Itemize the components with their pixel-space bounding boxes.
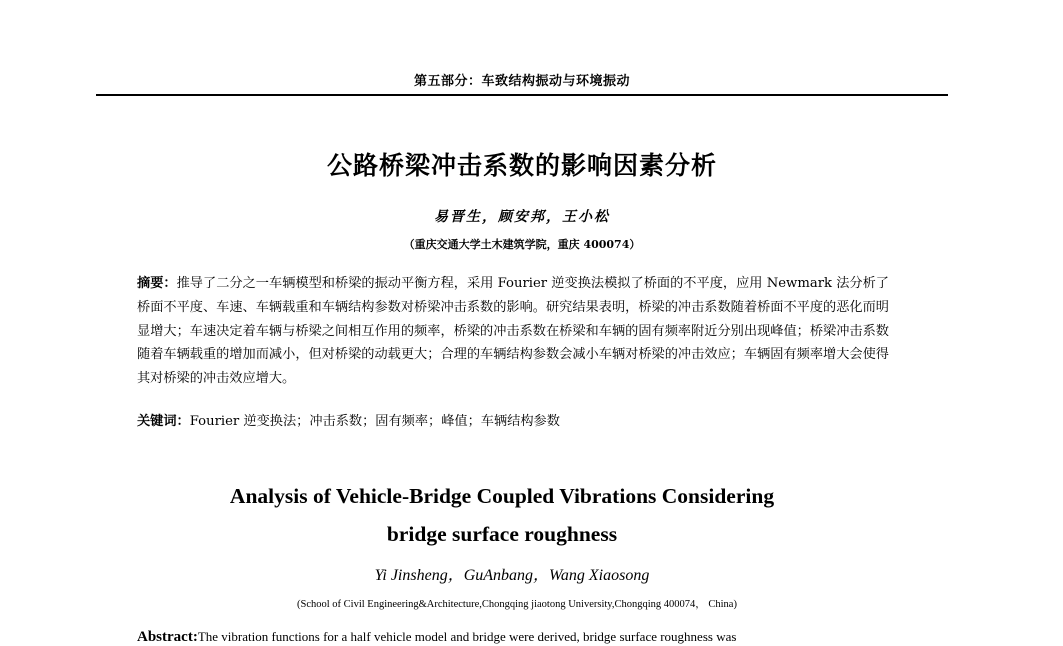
english-affiliation: (School of Civil Engineering&Architecture,Chongqing jiaotong University,Chongqing 400074， China): [297, 599, 737, 610]
english-abstract-text: The vibration functions for a half vehicle model and bridge were derived, bridge surface roughness was: [197, 629, 737, 644]
english-title: [96, 477, 908, 553]
chinese-authors: 易晋生，顾安邦，王小松: [434, 209, 610, 225]
running-head: 第五部分：车致结构振动与环境振动: [413, 74, 630, 89]
english-title-line-2: bridge surface roughness: [386, 522, 618, 546]
chinese-abstract-label: 摘要：: [137, 276, 177, 291]
chinese-keywords: [137, 410, 889, 433]
header-rule: [96, 94, 948, 96]
chinese-keywords-label: 关键词：: [137, 414, 190, 429]
chinese-title: 公路桥梁冲击系数的影响因素分析: [326, 151, 717, 180]
chinese-keywords-text: Fourier 逆变换法；冲击系数；固有频率；峰值；车辆结构参数: [189, 414, 560, 429]
chinese-affiliation: （重庆交通大学土木建筑学院，重庆 400074）: [403, 238, 641, 251]
chinese-abstract-text: 推导了二分之一车辆模型和桥梁的振动平衡方程，采用 Fourier 逆变换法模拟了桥面的不平度，应用 Newmark 法分析了桥面不平度、车速、车辆载重和车辆结构参数对桥梁冲击系数的影响。研究结果表明，桥梁的冲击系数随着桥面不平度的恶化而明显增大；车速决定着车辆与桥梁之间相互作用的频率，桥梁的冲击系数在桥梁和车辆的固有频率附近分别出现峰值；桥梁冲击系数随着车辆载重的增加而减小，但对桥梁的动载更大；合理的车辆结构参数会减小车辆对桥梁的冲击效应；车辆固有频率增大会使得其对桥梁的冲击效应增大。: [137, 276, 889, 387]
english-abstract: [137, 628, 897, 646]
english-abstract-label: Abstract:: [137, 629, 198, 645]
english-authors: Yi Jinsheng，GuAnbang，Wang Xiaosong: [374, 567, 650, 584]
chinese-abstract: [137, 272, 889, 391]
english-title-line-1: Analysis of Vehicle-Bridge Coupled Vibrations Considering: [229, 484, 775, 508]
